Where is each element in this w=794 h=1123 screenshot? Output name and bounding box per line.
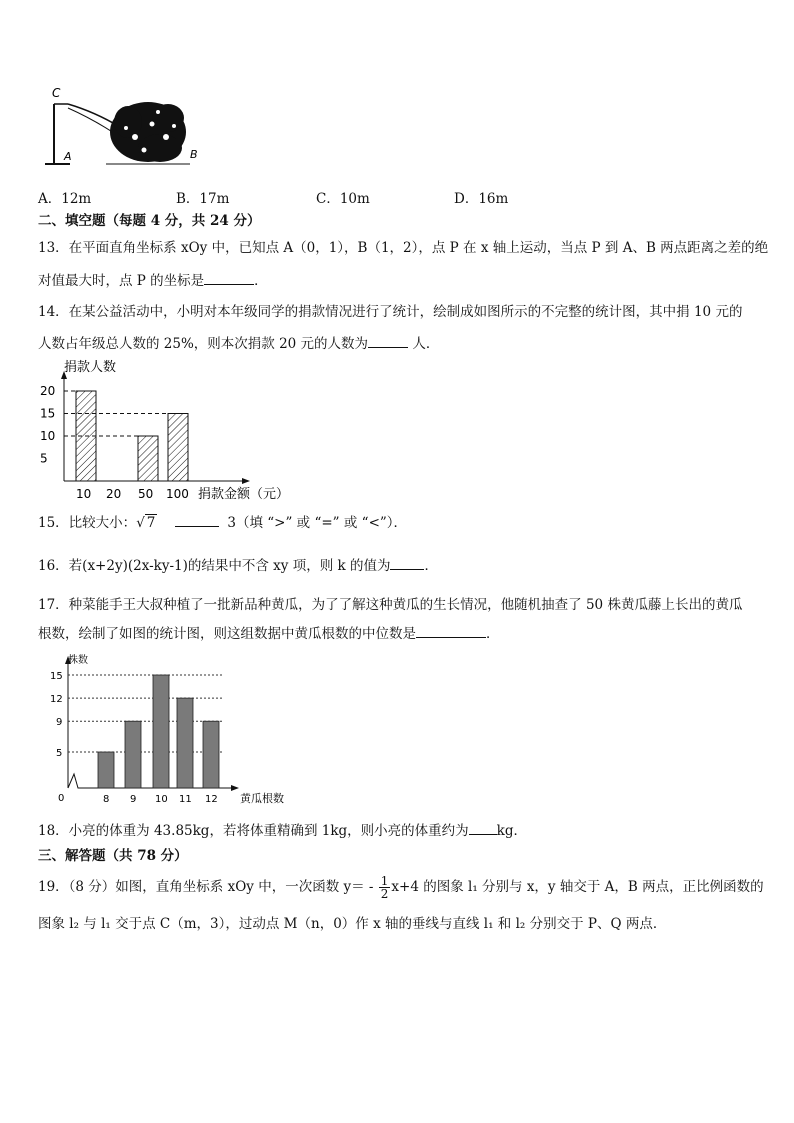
sqrt-seven: √ 7: [136, 515, 156, 531]
label-b: B: [190, 148, 198, 161]
q15-line: 15．比较大小：√ 7 3（填 “>” 或 “=” 或 “<”）．: [38, 512, 407, 533]
c2-ytick-5: 5: [56, 748, 63, 759]
option-b: B．17m: [176, 191, 230, 207]
q19-line1: 19．（8 分）如图，直角坐标系 xOy 中，一次函数 y＝ - $\frac{1}{2}$ x+4 的图象 l₁ 分别与 x，y 轴交于 A，B 两点，正比例函数的: [38, 874, 764, 901]
q14-answer-blank: [368, 333, 408, 348]
c2-xtick-9: 9: [130, 794, 137, 805]
c1-bar-100: [168, 414, 188, 482]
q18-answer-blank: [469, 820, 497, 835]
c1-bar-50: [138, 436, 158, 481]
q13-line1: 13．在平面直角坐标系 xOy 中，已知点 A（0，1），B（1，2），点 P 在 x 轴上运动，当点 P 到 A、B 两点距离之差的绝: [38, 240, 769, 256]
c2-origin: 0: [58, 793, 65, 804]
c2-bar-10: [153, 675, 169, 788]
c2-ytick-9: 9: [56, 717, 63, 729]
c1-xtick-100: 100: [166, 487, 189, 501]
c1-xtick-10: 10: [76, 487, 92, 501]
q17-line1: 17．种菜能手王大叔种植了一批新品种黄瓜，为了了解这种黄瓜的生长情况，他随机抽查了 50 株黄瓜藤上长出的黄瓜: [38, 597, 743, 613]
c2-bar-9: [125, 721, 141, 788]
cucumber-bar-chart: [40, 650, 300, 810]
c2-ytick-12: 12: [50, 694, 63, 706]
c1-ytick-15: 15: [40, 406, 56, 421]
c1-xtick-50: 50: [138, 487, 154, 501]
q13-line2: 对值最大时，点 P 的坐标是 ．: [38, 270, 268, 291]
c2-ylabel: 株数: [68, 655, 88, 666]
q16-answer-blank: [390, 555, 424, 570]
c2-bar-8: [98, 752, 114, 788]
c2-xtick-8: 8: [103, 794, 110, 805]
c1-ytick-10: 10: [40, 429, 56, 443]
q13-answer-blank: [204, 270, 254, 285]
c1-xlabel: 捐款金额（元）: [198, 487, 290, 502]
q16-line: 16．若(x+2y)(2x-ky-1)的结果中不含 xy 项，则 k 的值为 ．: [38, 555, 438, 576]
option-c: C．10m: [316, 191, 370, 207]
q19-line2: 图象 l₂ 与 l₁ 交于点 C（m，3），过动点 M（n，0）作 x 轴的垂线与直线 l₁ 和 l₂ 分别交于 P、Q 两点．: [38, 916, 667, 932]
c2-bar-11: [177, 698, 193, 788]
tree-crown: [110, 102, 186, 162]
c1-ytick-5: 5: [40, 451, 48, 466]
q12-figure: [40, 82, 210, 172]
q15-answer-blank: [175, 512, 219, 527]
option-a: A．12m: [38, 191, 92, 207]
q14-line1: 14．在某公益活动中，小明对本年级同学的捐款情况进行了统计，绘制成如图所示的不完整的统计图，其中捐 10 元的: [38, 304, 743, 320]
section2-title: 二、填空题（每题 4 分，共 24 分）: [38, 213, 261, 229]
c2-xlabel: 黄瓜根数: [240, 792, 284, 805]
fraction-half: $\frac{1}{2}$: [380, 874, 389, 901]
q17-answer-blank: [416, 623, 486, 638]
c2-xtick-11: 11: [179, 794, 192, 805]
q17-line2: 根数，绘制了如图的统计图，则这组数据中黄瓜根数的中位数是 ．: [38, 623, 500, 644]
label-a: A: [64, 150, 72, 163]
label-c: C: [52, 86, 61, 100]
section3-title: 三、解答题（共 78 分）: [38, 848, 188, 864]
q18-line: 18．小亮的体重为 43.85kg，若将体重精确到 1kg，则小亮的体重约为 kg．: [38, 820, 527, 841]
c2-bar-12: [203, 721, 219, 788]
c2-xtick-10: 10: [155, 794, 168, 805]
c2-xtick-12: 12: [205, 794, 218, 805]
c1-ytick-20: 20: [40, 384, 56, 398]
c1-xtick-20: 20: [106, 487, 122, 501]
donation-bar-chart: [36, 355, 306, 505]
c1-ylabel: 捐款人数: [64, 360, 117, 375]
q14-line2: 人数占年级总人数的 25%，则本次捐款 20 元的人数为 人．: [38, 333, 439, 354]
c1-bar-10: [76, 391, 96, 481]
option-d: D．16m: [454, 191, 509, 207]
c2-x-arrow: [231, 785, 239, 791]
c1-x-arrow: [242, 478, 250, 484]
c2-ytick-15: 15: [50, 671, 63, 682]
